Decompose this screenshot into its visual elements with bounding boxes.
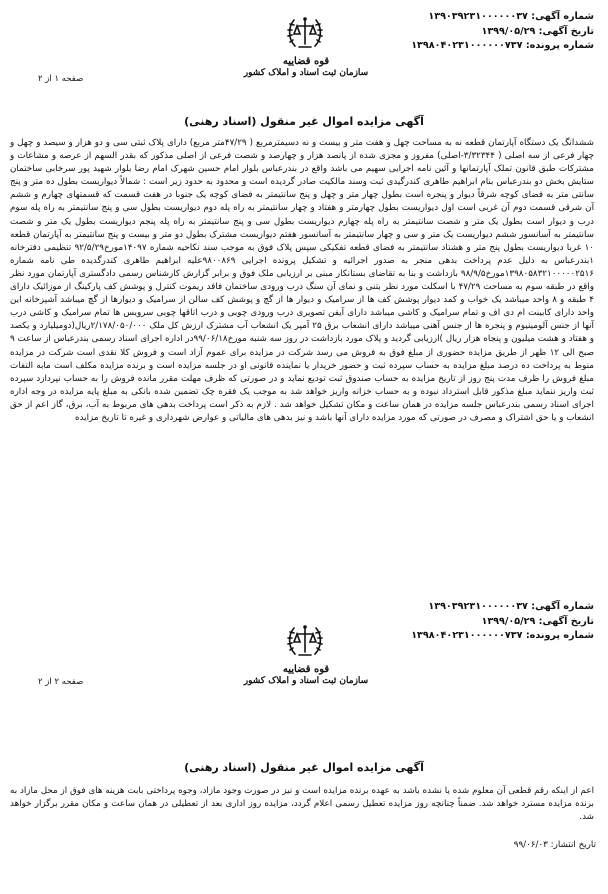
judiciary-emblem-icon	[276, 14, 334, 54]
notice-date-label: تاریخ آگهی:	[538, 615, 594, 627]
org-line-2: سازمان ثبت اسناد و املاک کشور	[243, 676, 369, 686]
notice-title: آگهی مزایده اموال غیر منقول (اسناد رهنی)	[184, 115, 424, 128]
file-number-line	[411, 39, 594, 54]
notice-date-line	[411, 25, 594, 40]
notice-meta	[411, 600, 594, 644]
notice-meta	[411, 10, 594, 54]
publication-date-line	[514, 840, 596, 850]
notice-number-label: شماره آگهی:	[531, 601, 594, 612]
notice-sheet-2	[0, 590, 608, 894]
notice-number: ۱۳۹۰۳۹۲۳۱۰۰۰۰۰۰۳۷	[428, 601, 528, 612]
file-number-line	[411, 629, 594, 644]
notice-number: ۱۳۹۰۳۹۲۳۱۰۰۰۰۰۰۳۷	[428, 11, 528, 22]
notice-number-label: شماره آگهی:	[531, 11, 594, 22]
notice-number-line	[411, 600, 594, 615]
notice-body: ششدانگ یک دستگاه آپارتمان قطعه نه به مساحت چهل و هفت متر و بیست و نه دسیمترمربع ( ۴۷/۲۹متر مربع) دارای پلاک ثبتی سی و دو هزار و سیصد و چهل و چهار فرعی از سه اصلی ( ۳/۳۲۳۴۴-اصلی) مفروز و مجزی شده از پانصد هزار و چهارصد و شصت فرعی از اصلی مذکور که بقدر السهم از عرصه و مشاعات و مشترکات طبق قانون تملک آپارتمانها و آئین نامه اجرایی سهیم می باشد واقع در بندرعباس بلوار امام حسین شهرک امام رضا بلوار شهید پور سرخابی ساختمان ستایش بخش دو بندرعباس بنام ابراهیم طاهری کندرگیدی ثبت وسند مالکیت صادر گردیده است و محدود به حدود زیر است : شمالاً دیواریست بطول ده متر و پنج سانتی متر به فضای کوچه شرقاً دیوار و پنجره است بطول چهار متر و چهل و پنج سانتیمتر به فضای کوچه یک جنوبا در هفت قسمت که قسمتهای چهارم و ششم آن شرقی قسمت دوم آن غربی است اول دیواریست بطول چهارمتر و هفتاد و چهار سانتیمتر به راه پله دوم دیواریست بطول سی و پنج سانتیمتر به راه پله سوم درب و دیوار است بطول یک متر و شصت سانتیمتر به راه پله چهارم دیواریست بطول سی و پنج سانتیمتر به راه پله پنجم دیواریست بطول یک متر و شصت سانتیمتر به آسانسور ششم دیواریست یک متر و سی و چهار سانتیمتر به آسانسور هفتم دیواریست مشترک بطول دو متر و بیست و پنج سانتیمتر به آپارتمان قطعه ۱۰ غربا دیواریست بطول پنج متر و هشتاد سانتیمتر به فضای قطعه تفکیکی سپس پلاک فوق به موجب سند نکاحیه شماره ۱۴۰۹۷مورخ۹۲/۵/۲۹ تنظیمی دفترخانه ۱بندرعباس به دلیل عدم پرداخت بدهی منجر به صدور اجرائیه و تشکیل پرونده اجرایی ۹۸۰۰۸۶۹علیه ابراهیم طاهری کندرگدیده طی نامه شماره ۱۳۹۸۰۵۸۳۲۱۰۰۰۰۰۲۵۱۶مورخ۹۸/۹/۵ بازداشت و بنا به تقاضای بستانکار مبنی بر ارزیابی ملک فوق و برابر گزارش کارشناس رسمی دادگستری آپارتمان مورد نظر واقع در طبقه سوم به مساحت ۴۷/۲۹ با اسکلت مورد نظر بتنی و نمای آن سنگ درب ورودی ساختمان فاقد ریموت کنترل و پوشش کف پارکینگ از موزائیک دارای ۴ طبقه و ۸ واحد میباشد یک خواب و کمد دیوار پوشش کف ها از سرامیک و دیوار ها از گچ و پوشش کف سالن از سرامیک و دیوارها از گچ میباشد آشپزخانه این واحد دارای کابینت ام دی اف و تمام سرامیک و کاشی میباشد دارای آیفن تصویری درب ورودی چوبی و درب اتاقها چوبی سرویس ها تمام سرامیک و کاشی درب آنها از جنس آلومینیوم و پنجره ها از جنس آهنی میباشد دارای انشعاب برق ۲۵ آمپر یک انشعاب آب مشترک ارزش کل ملک ۲/۱۷۸/۰۵۰/۰۰۰ریال(دومیلیارد و یکصد و هفتاد و هشت میلیون و پنجاه هزار ریال )ارزیابی گردید و پلاک مورد بازداشت در روز سه شنبه مورخ۹۹/۰۶/۱۸در اداره اجرای اسناد رسمی بندرعباس از ساعت ۹ صبح الی ۱۲ ظهر از طریق مزایده حضوری از مبلغ فوق به فروش می رسد شرکت در مزایده برای عموم آزاد است و فروش کلا نقدی است شرکت در مزایده منوط به پرداخت ده درصد مبلغ مزایده به حساب سپرده ثبت و حضور خریدار یا نماینده قانونی او در جلسه مزایده است و برنده مزایده مکلف است مابه التفات مبلغ فروش را ظرف مدت پنج روز از تاریخ مزایده به حساب صندوق ثبت تودیع نماید و در صورتی که ظرف مهلت مقرر مانده فروش را به حساب نپردازد سپرده ثبت واریز ننماید مبلغ مذکور قابل استرداد نبوده و به حساب خزانه واریز خواهد شد به موجب یک فقره چک تضمین شده بانکی به مبلغ پایه مزایده در وجه اداره اجرای اسناد رسمی بندرعباس جلسه مزایده در همان ساعت و مکان تشکیل خواهد شد . لازم به ذکر است پرداخت بدهی های مربوط به آب، برق، گاز اعم از حق انشعاب و یا حق اشتراک و مصرف در صورتی که مورد مزایده دارای آنها باشد و نیز بدهی های مالیاتی و عوارض شهرداری و غیره تا تاریخ مزایده	[10, 138, 595, 423]
publication-date-label: تاریخ انتشار:	[550, 840, 596, 850]
page-number: صفحه ۱ از ۲	[38, 74, 84, 84]
notice-number-line	[411, 10, 594, 25]
organization-name	[236, 664, 376, 687]
file-number-label: شماره پرونده:	[525, 40, 594, 51]
file-number: ۱۳۹۸۰۴۰۲۳۱۰۰۰۰۰۰۷۳۷	[411, 630, 523, 641]
notice-date-label: تاریخ آگهی:	[538, 25, 594, 37]
judiciary-emblem-icon	[276, 622, 334, 662]
file-number-label: شماره پرونده:	[525, 630, 594, 641]
page-number: صفحه ۲ از ۲	[38, 677, 84, 687]
notice-date: ۱۳۹۹/۰۵/۲۹	[481, 615, 536, 627]
file-number: ۱۳۹۸۰۴۰۲۳۱۰۰۰۰۰۰۷۳۷	[411, 40, 523, 51]
org-line-2: سازمان ثبت اسناد و املاک کشور	[243, 68, 369, 78]
notice-date-line	[411, 615, 594, 630]
notice-body: اعم از اینکه رقم قطعی آن معلوم شده یا نشده باشد به عهده برنده مزایده است و نیز در صورت وجود مازاد، وجوه پرداختی بابت هزینه های فوق از محل مازاد به برنده مزایده مسترد خواهد شد. ضمناً چنانچه روز مزایده تعطیل رسمی اعلام گردد، مزایده روز اداری بعد از تعطیلی در همان ساعت و مکان مقرر برگزار خواهد شد.	[10, 786, 594, 823]
org-line-1: قوه قضاییه	[282, 56, 330, 67]
publication-date: ۹۹/۰۶/۰۳	[513, 840, 548, 850]
organization-name	[236, 56, 376, 79]
notice-date: ۱۳۹۹/۰۵/۲۹	[481, 25, 536, 37]
org-line-1: قوه قضاییه	[282, 664, 330, 675]
notice-title: آگهی مزایده اموال غیر منقول (اسناد رهنی)	[184, 761, 424, 774]
